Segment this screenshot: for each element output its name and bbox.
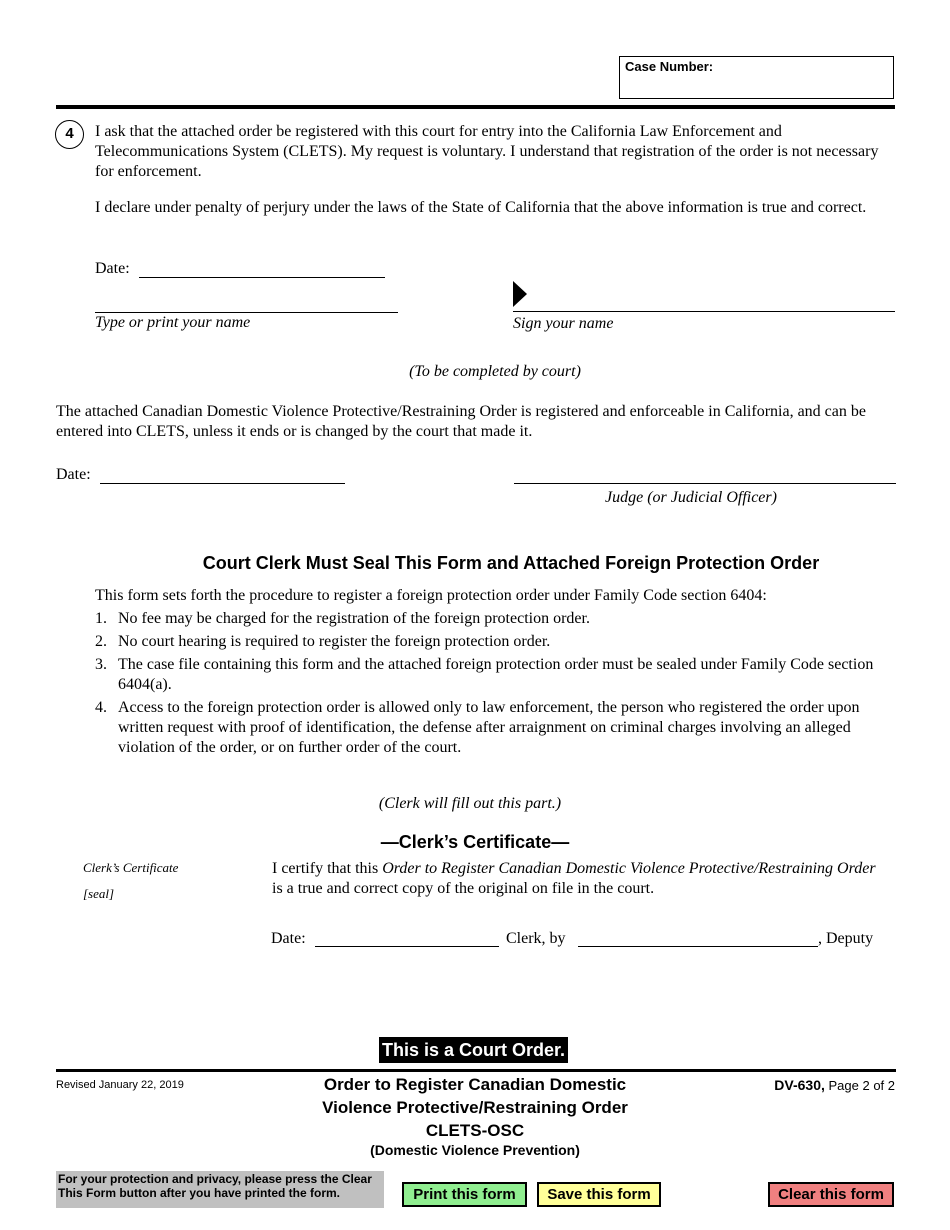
clerk-certification-text [272,859,882,899]
save-form-button[interactable]: Save this form [537,1182,661,1207]
clear-form-button[interactable]: Clear this form [768,1182,894,1207]
form-title [290,1073,660,1142]
form-title-line-1: Order to Register Canadian Domestic [323,1075,627,1094]
cert-suffix: is a true and correct copy of the original on file in the court. [272,880,655,897]
form-title-line-2: Violence Protective/Restraining Order [322,1098,628,1117]
list-item-text: The case file containing this form and the attached foreign protection order must be sealed under Family Code section 6404(a). [118,656,874,693]
form-id [700,1077,895,1093]
case-number-label: Case Number: [625,59,714,74]
sign-arrow-icon [513,281,527,307]
clerk-date-label: Date: [271,930,306,947]
petitioner-date-field[interactable] [139,277,385,278]
court-completion-note: (To be completed by court) [409,363,581,380]
list-item-number: 1. [95,610,107,627]
footer-divider [56,1069,896,1072]
judge-label: Judge (or Judicial Officer) [605,489,777,506]
print-form-button[interactable]: Print this form [402,1182,527,1207]
court-order-banner: This is a Court Order. [379,1037,568,1063]
list-item [95,698,887,758]
clerk-fill-note: (Clerk will fill out this part.) [378,795,562,812]
seal-label: [seal] [83,886,115,901]
clerk-by-label: Clerk, by [506,930,566,947]
clerk-certificate-side-label: Clerk’s Certificate [83,860,179,875]
list-item [95,609,887,629]
court-date-field[interactable] [100,483,345,484]
clerk-date-field[interactable] [315,946,499,947]
form-title-line-3: CLETS-OSC [425,1121,525,1140]
court-date-label: Date: [56,466,91,483]
seal-section-heading: Court Clerk Must Seal This Form and Attached Foreign Protection Order [202,553,820,573]
list-item-text: No court hearing is required to register the foreign protection order. [118,633,551,650]
page-info: Page 2 of 2 [828,1078,895,1093]
revised-date: Revised January 22, 2019 [56,1079,184,1091]
list-item [95,632,887,652]
procedure-intro: This form sets forth the procedure to register a foreign protection order under Family Code section 6404: [95,587,767,604]
header-divider [56,105,895,109]
list-item-text: Access to the foreign protection order is allowed only to law enforcement, the person who registered the order upon written request with proof of identification, the defense after arraignment on criminal charges involving an alleged violation of the order, or on further order of the court. [118,699,860,756]
clerk-certificate-heading: —Clerk’s Certificate— [380,832,570,852]
item-number-badge: 4 [55,120,84,149]
list-item-number: 3. [95,656,107,673]
procedure-list [95,609,887,761]
privacy-note: For your protection and privacy, please press the Clear This Form button after you have printed the form. [56,1171,384,1208]
case-number-box[interactable] [619,56,894,99]
sign-name-label: Sign your name [513,315,614,332]
print-name-label: Type or print your name [95,314,251,331]
perjury-declaration-text: I declare under penalty of perjury under the laws of the State of California that the above information is true and correct. [95,199,867,216]
form-code: DV-630, [774,1077,825,1093]
list-item-number: 2. [95,633,107,650]
registration-request-text: I ask that the attached order be registered with this court for entry into the California Law Enforcement and Telecommunications System (CLETS). My request is voluntary. I understand that registration of the order is not necessary for enforcement. [95,123,879,180]
petitioner-date-label: Date: [95,260,130,277]
list-item [95,655,887,695]
deputy-label: , Deputy [818,930,874,947]
list-item-number: 4. [95,699,107,716]
registration-statement: The attached Canadian Domestic Violence Protective/Restraining Order is registered and enforceable in California, and can be entered into CLETS, unless it ends or is changed by the court that made it. [56,403,866,440]
list-item-text: No fee may be charged for the registration of the foreign protection order. [118,610,590,627]
cert-prefix: I certify that this [272,860,383,877]
cert-order-title: Order to Register Canadian Domestic Violence Protective/Restraining Order [382,860,876,877]
form-subtitle: (Domestic Violence Prevention) [370,1142,580,1158]
deputy-clerk-field[interactable] [578,946,818,947]
judge-signature-field[interactable] [514,483,896,484]
signature-field[interactable] [513,311,895,312]
